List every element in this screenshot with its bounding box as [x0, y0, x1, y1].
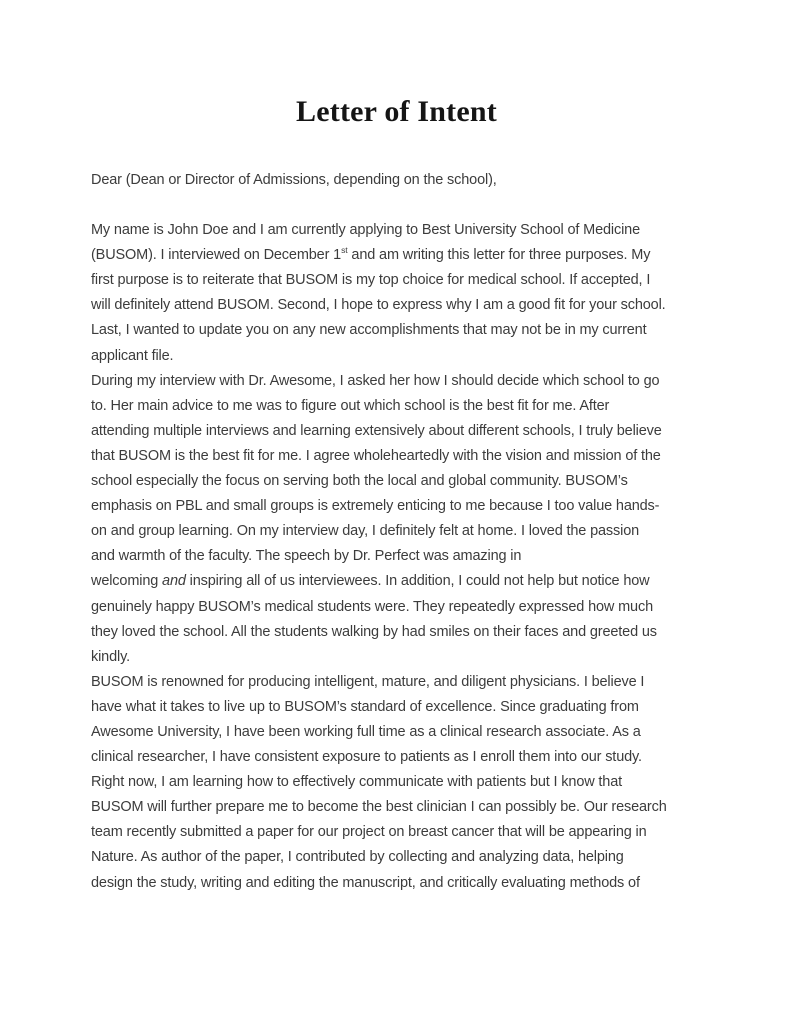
body-line — [91, 344, 702, 369]
text-segment: My name is John Doe and I am currently applying to Best University School of Medicine — [91, 222, 640, 239]
text-segment: team recently submitted a paper for our project on breast cancer that will be appearing in — [91, 824, 647, 841]
text-segment: Last, I wanted to update you on any new accomplishments that may not be in my current — [91, 322, 647, 339]
body-line — [91, 419, 702, 444]
body-line — [91, 243, 702, 268]
text-segment: welcoming — [91, 573, 163, 590]
body-line — [91, 369, 702, 394]
text-segment: they loved the school. All the students walking by had smiles on their faces and greeted us — [91, 623, 657, 640]
text-segment: that BUSOM is the best fit for me. I agree wholeheartedly with the vision and mission of the — [91, 447, 661, 464]
letter-body — [91, 218, 702, 896]
body-line — [91, 620, 702, 645]
text-segment: During my interview with Dr. Awesome, I asked her how I should decide which school to go — [91, 372, 660, 389]
text-segment: will definitely attend BUSOM. Second, I hope to express why I am a good fit for your school. — [91, 297, 666, 314]
text-segment: st — [341, 245, 348, 256]
text-segment: Nature. As author of the paper, I contributed by collecting and analyzing data, helping — [91, 849, 624, 866]
body-line — [91, 469, 702, 494]
paragraph — [91, 369, 702, 670]
body-line — [91, 494, 702, 519]
body-line — [91, 569, 702, 594]
body-line — [91, 720, 702, 745]
text-segment: school especially the focus on serving both the local and global community. BUSOM’s — [91, 473, 628, 490]
text-segment: (BUSOM). I interviewed on December 1 — [91, 247, 342, 264]
body-line — [91, 670, 702, 695]
text-segment: emphasis on PBL and small groups is extremely enticing to me because I too value hands- — [91, 498, 660, 515]
body-line — [91, 318, 702, 343]
text-segment: have what it takes to live up to BUSOM’s standard of excellence. Since graduating from — [91, 698, 639, 715]
body-line — [91, 745, 702, 770]
body-line — [91, 544, 702, 569]
text-segment: on and group learning. On my interview day, I definitely felt at home. I loved the passion — [91, 523, 640, 540]
body-line — [91, 394, 702, 419]
text-segment: attending multiple interviews and learning extensively about different schools, I truly believe — [91, 422, 662, 439]
text-segment: Right now, I am learning how to effectively communicate with patients but I know that — [91, 774, 623, 791]
body-line — [91, 218, 702, 243]
body-line — [91, 845, 702, 870]
text-segment: first purpose is to reiterate that BUSOM is my top choice for medical school. If accepted, I — [91, 272, 651, 289]
body-line — [91, 795, 702, 820]
letter-page — [0, 92, 790, 1022]
body-line — [91, 871, 702, 896]
paragraph — [91, 218, 702, 369]
text-segment: applicant file. — [91, 347, 174, 364]
body-line — [91, 645, 702, 670]
body-line — [91, 820, 702, 845]
letter-title: Letter of Intent — [296, 95, 497, 128]
body-line — [91, 293, 702, 318]
text-segment: design the study, writing and editing the manuscript, and critically evaluating methods of — [91, 874, 640, 891]
text-segment: clinical researcher, I have consistent exposure to patients as I enroll them into our study. — [91, 749, 642, 766]
text-segment: and am writing this letter for three purposes. My — [347, 247, 651, 264]
salutation-line: Dear (Dean or Director of Admissions, depending on the school), — [91, 172, 497, 188]
body-line — [91, 268, 702, 293]
text-segment: inspiring all of us interviewees. In addition, I could not help but notice how — [185, 573, 650, 590]
body-line — [91, 695, 702, 720]
text-segment: Awesome University, I have been working full time as a clinical research associate. As a — [91, 723, 641, 740]
body-line — [91, 444, 702, 469]
text-segment: kindly. — [91, 648, 130, 665]
body-line — [91, 595, 702, 620]
paragraph — [91, 670, 702, 896]
text-segment: and warmth of the faculty. The speech by Dr. Perfect was amazing in — [91, 548, 522, 565]
text-segment: and — [162, 573, 186, 590]
text-segment: BUSOM is renowned for producing intelligent, mature, and diligent physicians. I believe I — [91, 673, 645, 690]
text-segment: genuinely happy BUSOM’s medical students were. They repeatedly expressed how much — [91, 598, 653, 615]
text-segment: BUSOM will further prepare me to become the best clinician I can possibly be. Our research — [91, 799, 667, 816]
body-line — [91, 770, 702, 795]
body-line — [91, 519, 702, 544]
text-segment: to. Her main advice to me was to figure out which school is the best fit for me. After — [91, 397, 610, 414]
